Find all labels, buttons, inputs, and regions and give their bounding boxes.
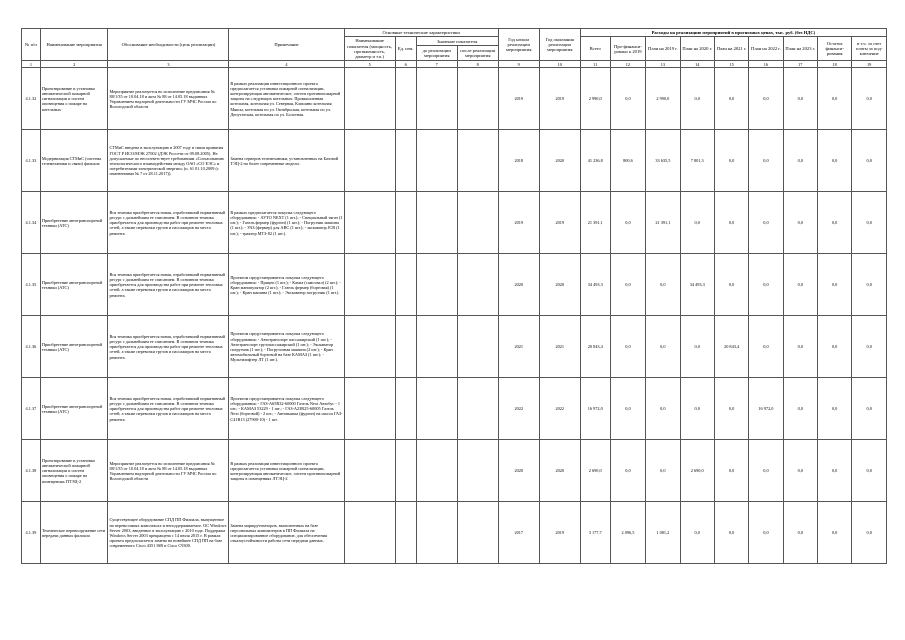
plan-2019-cell: 33 635,5 [646,130,680,192]
plan-2019-cell: 1 081,2 [646,502,680,564]
financed-2019-cell: 800,6 [610,130,645,192]
financed-2019-cell: 0,0 [610,378,645,440]
column-number: 10 [539,61,580,68]
end-year-cell: 2019 [539,68,580,130]
justification-cell: Вся техника приобретается новая, отработавший нормативный ресурс с дальнейшим ее списанием. В основном техника приобретается для производства работ при ремонте тепловых сетей, а также перевозки грузов и пассажиров на места ремонта. [108,378,229,440]
column-number: 17 [783,61,817,68]
table-row [22,68,887,130]
unit-cell [395,316,416,378]
plan-2021-cell: 0,0 [714,254,748,316]
plan-2020-cell: 0,0 [680,68,714,130]
end-year-cell: 2020 [539,130,580,192]
financed-2019-cell: 0,0 [610,192,645,254]
unit-cell [395,68,416,130]
row-num-cell: 4.1.39 [22,502,41,564]
start-year-cell: 2019 [498,68,539,130]
from-fee-cell: 0,0 [852,68,887,130]
table-row [22,316,887,378]
plan-2023-cell: 0,0 [783,440,817,502]
remaining-cell: 0,0 [817,130,851,192]
unit-cell [395,192,416,254]
total-cell: 21 391,1 [580,192,610,254]
table-row [22,440,887,502]
measure-name-cell: Приобретение автотранспортной техники (АТС) [40,254,108,316]
plan-2019-cell: 0,0 [646,316,680,378]
header-plan-2020: План на 2020 г. [680,37,714,61]
start-year-cell: 2021 [498,316,539,378]
row-num-cell: 4.1.37 [22,378,41,440]
remaining-cell: 0,0 [817,68,851,130]
plan-2020-cell: 2 690,0 [680,440,714,502]
header-unit: Ед. изм. [395,37,416,61]
column-number: 14 [680,61,714,68]
plan-2020-cell: 0,0 [680,378,714,440]
column-number: 5 [344,61,395,68]
total-cell: 3 177,7 [580,502,610,564]
total-cell: 16 972,0 [580,378,610,440]
tech-name-cell [344,502,395,564]
value-before-cell [416,440,457,502]
row-num-cell: 4.1.33 [22,130,41,192]
plan-2020-cell: 7 801,3 [680,130,714,192]
value-after-cell [457,440,498,502]
financed-2019-cell: 2 096,5 [610,502,645,564]
column-number: 3 [108,61,229,68]
column-number: 9 [498,61,539,68]
plan-2021-cell: 0,0 [714,130,748,192]
financed-2019-cell: 0,0 [610,316,645,378]
total-cell: 2 990,0 [580,68,610,130]
plan-2023-cell: 0,0 [783,502,817,564]
unit-cell [395,254,416,316]
row-num-cell: 4.1.35 [22,254,41,316]
value-before-cell [416,378,457,440]
plan-2019-cell: 21 391,1 [646,192,680,254]
end-year-cell: 2019 [539,502,580,564]
justification-cell: Мероприятие реализуется во исполнение предписания № 88/1/35 от 10.04.18 и акта № 88 от 14.05.18 выданных Управлением надзорной деятельности ГУ МЧС России по Вологодской области [108,440,229,502]
plan-2022-cell: 0,0 [749,316,783,378]
table-row [22,254,887,316]
plan-2019-cell: 0,0 [646,378,680,440]
unit-cell [395,502,416,564]
measure-name-cell: Модернизация СТМиС (система телемеханики и связи) филиала [40,130,108,192]
header-plan-2021: План на 2021 г. [714,37,748,61]
column-number: 15 [714,61,748,68]
unit-cell [395,130,416,192]
plan-2020-cell: 0,0 [680,316,714,378]
value-after-cell [457,68,498,130]
row-num-cell: 4.1.38 [22,440,41,502]
value-after-cell [457,130,498,192]
table-row [22,502,887,564]
header-before: до реализации мероприятия [416,46,457,61]
plan-2023-cell: 0,0 [783,192,817,254]
plan-2022-cell: 16 972,0 [749,378,783,440]
from-fee-cell: 0,0 [852,378,887,440]
header-from-fee: в т.ч. за счет платы за под-ключение [852,37,887,61]
header-end-year: Год окончания реализации мероприятия [539,29,580,61]
header-note: Примечание [229,29,344,61]
plan-2023-cell: 0,0 [783,378,817,440]
tech-name-cell [344,192,395,254]
from-fee-cell: 0,0 [852,502,887,564]
start-year-cell: 2020 [498,440,539,502]
plan-2019-cell: 0,0 [646,254,680,316]
plan-2023-cell: 0,0 [783,130,817,192]
justification-cell: Вся техника приобретается новая, отработавший нормативный ресурс с дальнейшим ее списанием. В основном техника приобретается для производства работ при ремонте тепловых сетей, а также перевозки грузов и пассажиров на места ремонта. [108,192,229,254]
header-plan-2022: План на 2022 г. [749,37,783,61]
tech-name-cell [344,316,395,378]
justification-cell: Вся техника приобретается новая, отработавший нормативный ресурс с дальнейшим ее списанием. В основном техника приобретается для производства работ при ремонте тепловых сетей, а также перевозки грузов и пассажиров на места ремонта. [108,316,229,378]
plan-2021-cell: 20 843,4 [714,316,748,378]
column-number: 13 [646,61,680,68]
measure-name-cell: Приобретение автотранспортной техники (АТС) [40,316,108,378]
column-number: 8 [457,61,498,68]
plan-2021-cell: 0,0 [714,192,748,254]
header-num: № п/п [22,29,41,61]
financed-2019-cell: 0,0 [610,68,645,130]
plan-2023-cell: 0,0 [783,68,817,130]
column-number: 11 [580,61,610,68]
from-fee-cell: 0,0 [852,192,887,254]
column-number: 7 [416,61,457,68]
header-justification: Обоснование необходимости (цель реализации) [108,29,229,61]
header-value-group: Значение показателя [416,37,498,46]
column-number: 2 [40,61,108,68]
row-num-cell: 4.1.34 [22,192,41,254]
note-cell: Проектом предусматривается покупка следующего оборудования: - ГАЗ-A65R32-60000 Газель Next Автобус - 1 шт.; - КАМАЗ 53229 - 1 шт.; - ГАЗ-A23R25-60005 Газель Next (бортовой) - 2 шт.; - Автовышка (фургон) на шасси ГАЗ-C41R13 (27900-10) - 1 шт. [229,378,344,440]
plan-2023-cell: 0,0 [783,254,817,316]
investment-program-table [21,28,887,564]
note-cell: В рамках реализации инвестиционного проекта предполагается установка пожарной сигнализации, контролирующая автоматическое, систем противопожарной защиты в помещениях ЛТЭЦ-2 [229,440,344,502]
total-cell: 34 493,3 [580,254,610,316]
value-after-cell [457,316,498,378]
value-before-cell [416,316,457,378]
note-cell: Замена серверов телемеханики, установленных на Базовой ТЭЦ-2 на более современные модели. [229,130,344,192]
column-number: 6 [395,61,416,68]
note-cell: В рамках реализации инвестиционного проекта предполагается установка пожарной сигнализации, контролирующая автоматическое, систем противопожарной защиты на следующих котельных: Промышленная котельная, котельная ул. Северная, Клишино котельная Мяксы, котельная по ул. Октябрьская, котельная по ул. Депутатская, котельная по ул. Болотная. [229,68,344,130]
header-name: Наименование мероприятия [40,29,108,61]
measure-name-cell: Техническое перевооружение сети передачи данных филиала [40,502,108,564]
value-after-cell [457,378,498,440]
header-financed-2019: Про-финанси-ровано к 2019 [610,37,645,61]
measure-name-cell: Проектирование и установка автоматической пожарной сигнализации и систем оповещения о пожаре на котельных [40,68,108,130]
note-cell: Проектом предусматривается покупка следующего оборудования: - Автотранспорт пассажирский (1 шт.); - Автотранспорт грузопассажирский (1 шт.); - Экскаватор погрузчик (1 шт.); - Погрузочная машина (2 шт.); - Кран автомобильный бортовой на базе КАМАЗ (1 шт.); - Мультилифтер ЛТ (1 шт.). [229,316,344,378]
plan-2022-cell: 0,0 [749,68,783,130]
plan-2022-cell: 0,0 [749,440,783,502]
column-number: 12 [610,61,645,68]
start-year-cell: 2020 [498,254,539,316]
start-year-cell: 2022 [498,378,539,440]
plan-2020-cell: 0,0 [680,502,714,564]
tech-name-cell [344,68,395,130]
from-fee-cell: 0,0 [852,316,887,378]
header-start-year: Год начала реализации мероприятия [498,29,539,61]
note-cell: Проектом предусматривается покупка следующего оборудования: - Прицеп (1 шт.); - Камаз (самосвал) (2 шт.); - Кран манипулятор (2 шт.); - Газель фермер (бортовая) (1 шт.); - Кран машина (1 шт.); - Экскаватор погрузчик (1 шт.). [229,254,344,316]
remaining-cell: 0,0 [817,254,851,316]
end-year-cell: 2020 [539,440,580,502]
remaining-cell: 0,0 [817,502,851,564]
start-year-cell: 2018 [498,130,539,192]
unit-cell [395,378,416,440]
justification-cell: Существующее оборудование СПД ПП Филиала, выпущенное на переносимых комплексах и неподдерживаемое. ОС Windows Server 2003, введенное в эксплуатацию с 2010 года. Поддержка Windows Server 2003 прекращена с 14 июля 2015 г. В рамках проекта предполагается замена на новейшее СПД ПП на базе современного Cisco 4351 ISR и Cisco C9300. [108,502,229,564]
remaining-cell: 0,0 [817,378,851,440]
header-plan-2019: План на 2019 г. [646,37,680,61]
tech-name-cell [344,254,395,316]
column-number: 18 [817,61,851,68]
remaining-cell: 0,0 [817,192,851,254]
end-year-cell: 2019 [539,192,580,254]
end-year-cell: 2021 [539,316,580,378]
row-num-cell: 4.1.36 [22,316,41,378]
remaining-cell: 0,0 [817,440,851,502]
column-number-row [22,61,887,68]
value-before-cell [416,68,457,130]
header-remaining: Остаток финанси-рования [817,37,851,61]
table-row [22,378,887,440]
plan-2021-cell: 0,0 [714,502,748,564]
value-before-cell [416,192,457,254]
note-cell: В рамках предполагается покупка следующего оборудования: - АУТО NEXT (1 шт.); - Специальный тягач (1 шт.); - Газель фермер (фургон) (1 шт.); - Погрузчик машина (1 шт.); - УАЗ (фермер) для АВС (1 шт.); - экскаватор JCB (1 шт.); - трактор МТЗ-82 (1 шт.). [229,192,344,254]
tech-name-cell [344,130,395,192]
plan-2023-cell: 0,0 [783,316,817,378]
tech-name-cell [344,378,395,440]
plan-2022-cell: 0,0 [749,254,783,316]
from-fee-cell: 0,0 [852,130,887,192]
tech-name-cell [344,440,395,502]
column-number: 16 [749,61,783,68]
value-before-cell [416,130,457,192]
justification-cell: Мероприятие реализуется во исполнение предписания № 88/1/35 от 10.04.18 и акта № 88 от 14.05.18 выданных Управлением надзорной деятельности ГУ МЧС России по Вологодской области [108,68,229,130]
header-expenses-group: Расходы на реализацию мероприятий в прогнозных ценах, тыс. руб. (без НДС) [580,29,886,37]
financed-2019-cell: 0,0 [610,440,645,502]
value-before-cell [416,254,457,316]
plan-2021-cell: 0,0 [714,378,748,440]
column-number: 4 [229,61,344,68]
total-cell: 20 843,4 [580,316,610,378]
justification-cell: СТМиС введена в эксплуатацию в 2007 году в связи принятия ГОСТ Р ИСО/МЭК 27002 (ДЭК Россети от 09.08.2005). Не допускаемые по несоответствует требованиям «Согласованию технологического взаимодействия между ОАО «СО ЕЭС» и потребителями электрической энергии» (п. 61 01.10.2009 (с изменениями № 7 от 28.11.2017)). [108,130,229,192]
measure-name-cell: Приобретение автотранспортной техники (АТС) [40,192,108,254]
remaining-cell: 0,0 [817,316,851,378]
justification-cell: Вся техника приобретается новая, отработавший нормативный ресурс с дальнейшим ее списанием. В основном техника приобретается для производства работ при ремонте тепловых сетей, а также перевозки грузов и пассажиров на места ремонта. [108,254,229,316]
plan-2022-cell: 0,0 [749,130,783,192]
total-cell: 41 236,8 [580,130,610,192]
value-after-cell [457,192,498,254]
plan-2019-cell: 0,0 [646,440,680,502]
column-number: 1 [22,61,41,68]
note-cell: Замена маршрутизаторов, выполненных на базе персональных компьютеров в ПП Филиала на специализированное оборудование, для обеспечения отказоустойчивости работы сети передачи данных. [229,502,344,564]
column-number: 19 [852,61,887,68]
table-row [22,192,887,254]
end-year-cell: 2022 [539,378,580,440]
plan-2022-cell: 0,0 [749,502,783,564]
header-total: Всего [580,37,610,61]
measure-name-cell: Проектирование и установка автоматической пожарной сигнализации и систем оповещения о пожаре на помещениях ПТЭЦ-2 [40,440,108,502]
plan-2020-cell: 0,0 [680,192,714,254]
header-tech-name: Наименование показателя (мощность, протяженность, диаметр и т.п.) [344,37,395,61]
header-tech-group: Основные технические характеристики [344,29,498,37]
measure-name-cell: Приобретение автотранспортной техники (АТС) [40,378,108,440]
financed-2019-cell: 0,0 [610,254,645,316]
plan-2021-cell: 0,0 [714,440,748,502]
start-year-cell: 2017 [498,502,539,564]
start-year-cell: 2019 [498,192,539,254]
table-row [22,130,887,192]
plan-2019-cell: 2 990,0 [646,68,680,130]
header-after: после реализации мероприятия [457,46,498,61]
value-after-cell [457,502,498,564]
unit-cell [395,440,416,502]
total-cell: 2 690,0 [580,440,610,502]
value-before-cell [416,502,457,564]
value-after-cell [457,254,498,316]
end-year-cell: 2020 [539,254,580,316]
plan-2020-cell: 34 493,3 [680,254,714,316]
plan-2022-cell: 0,0 [749,192,783,254]
from-fee-cell: 0,0 [852,254,887,316]
row-num-cell: 4.1.32 [22,68,41,130]
header-plan-2023: План на 2023 г. [783,37,817,61]
from-fee-cell: 0,0 [852,440,887,502]
plan-2021-cell: 0,0 [714,68,748,130]
